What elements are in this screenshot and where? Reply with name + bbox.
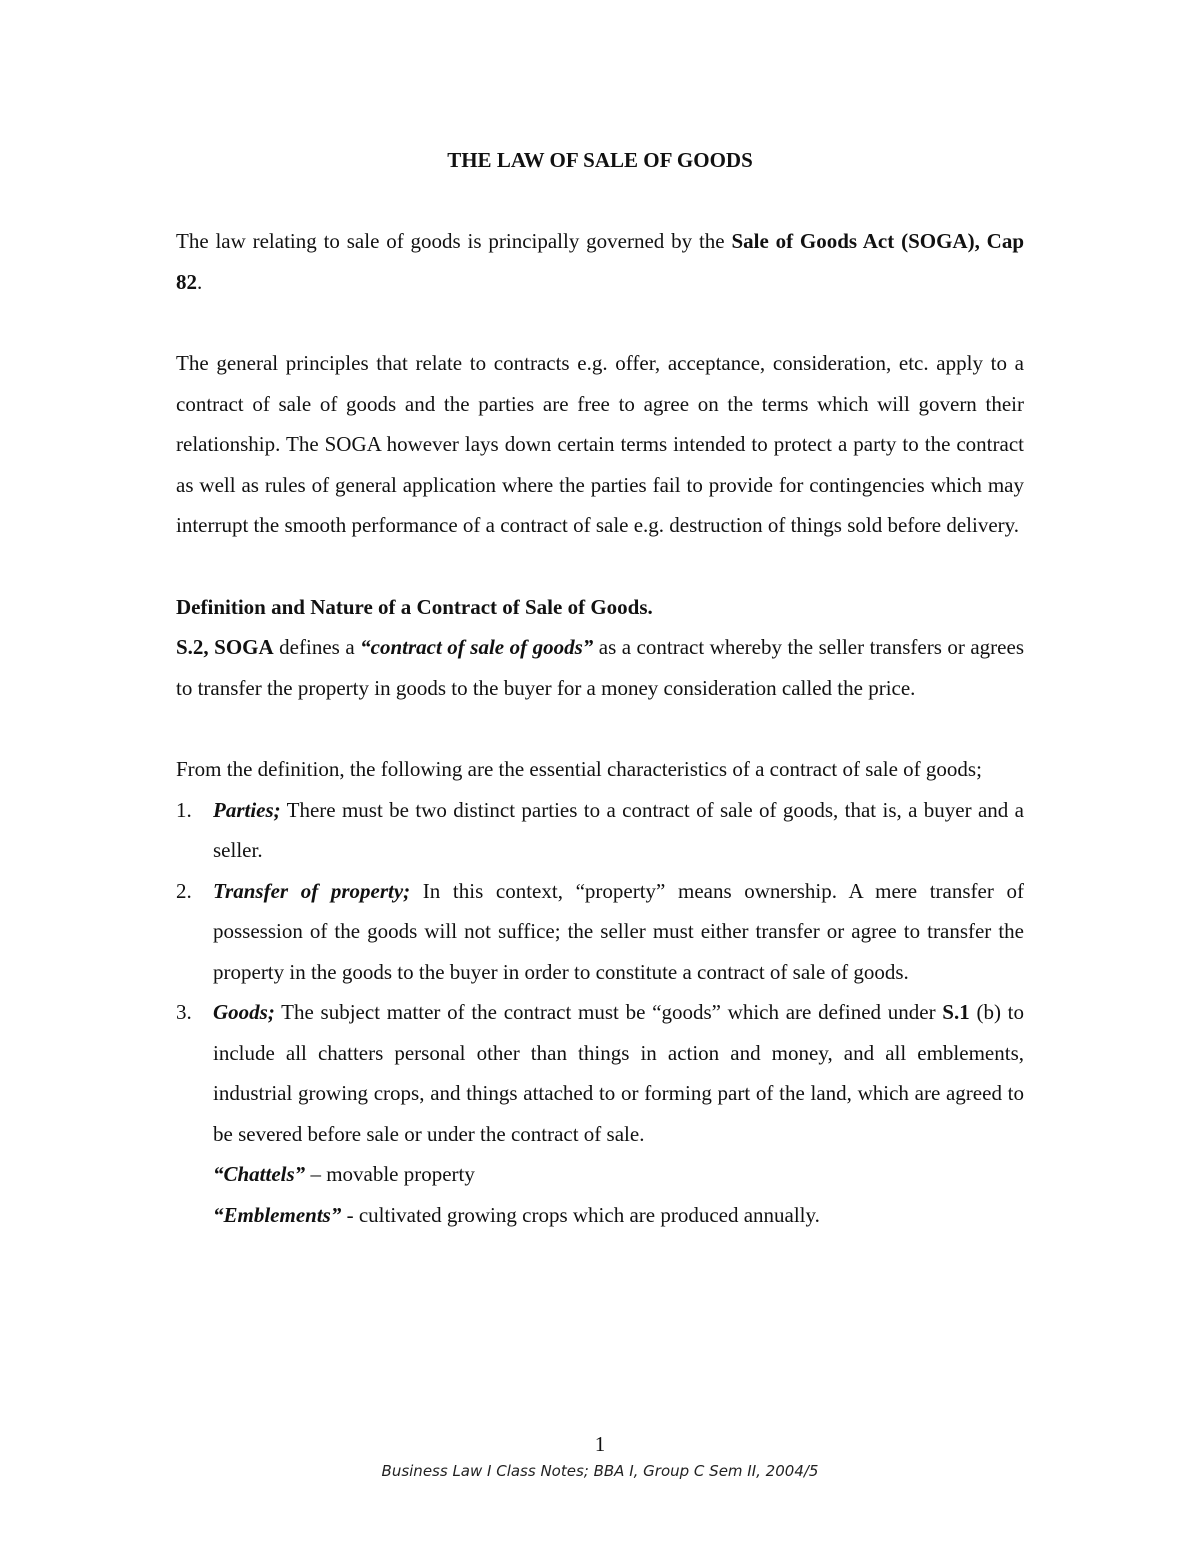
definition-meaning: – movable property bbox=[305, 1162, 475, 1186]
section-reference: S.1 bbox=[942, 1000, 970, 1024]
intro-paragraph bbox=[176, 221, 1024, 302]
list-item-number: 2. bbox=[176, 878, 192, 903]
definition-emblements bbox=[176, 1195, 1024, 1236]
list-item bbox=[176, 790, 1024, 871]
section-reference: S.2, SOGA bbox=[176, 635, 274, 659]
definition-defines: defines a bbox=[273, 635, 361, 659]
list-item bbox=[176, 871, 1024, 993]
defined-term: “contract of sale of goods” bbox=[360, 635, 594, 659]
list-item-text: In this context, “property” means ownership. A mere transfer of possession of the goods will not suffice; the seller must either transfer or agree to transfer the property in the goods to the buyer in order to constitute a contract of sale of goods. bbox=[213, 878, 1024, 984]
act-name: Sale of Goods Act (SOGA), Cap 82 bbox=[176, 229, 1024, 294]
characteristics-list bbox=[176, 790, 1024, 1155]
list-item-text-continued: (b) to include all chatters personal other than things in action and money, and all emblements, industrial growing crops, and things attached to or forming part of the land, which are agreed to be severed before sale or under the contract of sale. bbox=[213, 1000, 1024, 1146]
definition-term: “Emblements” bbox=[213, 1202, 342, 1227]
page-number: 1 bbox=[594, 1432, 606, 1456]
list-item-text: There must be two distinct parties to a contract of sale of goods, that is, a buyer and a seller. bbox=[213, 797, 1024, 862]
definition-meaning: - cultivated growing crops which are produced annually. bbox=[341, 1202, 820, 1227]
footer-note: Business Law I Class Notes; BBA I, Group C Sem II, 2004/5 bbox=[381, 1462, 819, 1480]
list-item-label: Goods; bbox=[213, 1000, 275, 1024]
definition-paragraph bbox=[176, 627, 1024, 708]
intro-end: . bbox=[197, 269, 203, 294]
list-item-text: The subject matter of the contract must be “goods” which are defined under bbox=[274, 1000, 943, 1024]
list-item-label: Parties; bbox=[213, 797, 281, 822]
list-item bbox=[176, 992, 1024, 1154]
list-item-label: Transfer of property; bbox=[213, 878, 411, 903]
list-item-number: 1. bbox=[176, 797, 192, 822]
general-principles-paragraph: The general principles that relate to contracts e.g. offer, acceptance, consideration, etc. apply to a contract of sale of goods and the parties are free to agree on the terms which will govern their relationship. The SOGA however lays down certain terms intended to protect a party to the contract as well as rules of general application where the parties fail to provide for contingencies which may interrupt the smooth performance of a contract of sale e.g. destruction of things sold before delivery. bbox=[176, 351, 1024, 537]
definition-term: “Chattels” bbox=[213, 1162, 306, 1186]
definition-rest: as a contract whereby the seller transfers or agrees to transfer the property in goods to the buyer for a money consideration called the price. bbox=[176, 635, 1024, 700]
document-body bbox=[176, 140, 1024, 1235]
definition-heading: Definition and Nature of a Contract of Sale of Goods. bbox=[176, 594, 653, 619]
characteristics-intro: From the definition, the following are the essential characteristics of a contract of sale of goods; bbox=[176, 757, 982, 781]
intro-text: The law relating to sale of goods is principally governed by the bbox=[176, 229, 732, 253]
definition-chattels bbox=[176, 1154, 1024, 1195]
document-title: THE LAW OF SALE OF GOODS bbox=[447, 148, 753, 172]
list-item-number: 3. bbox=[176, 1000, 192, 1024]
